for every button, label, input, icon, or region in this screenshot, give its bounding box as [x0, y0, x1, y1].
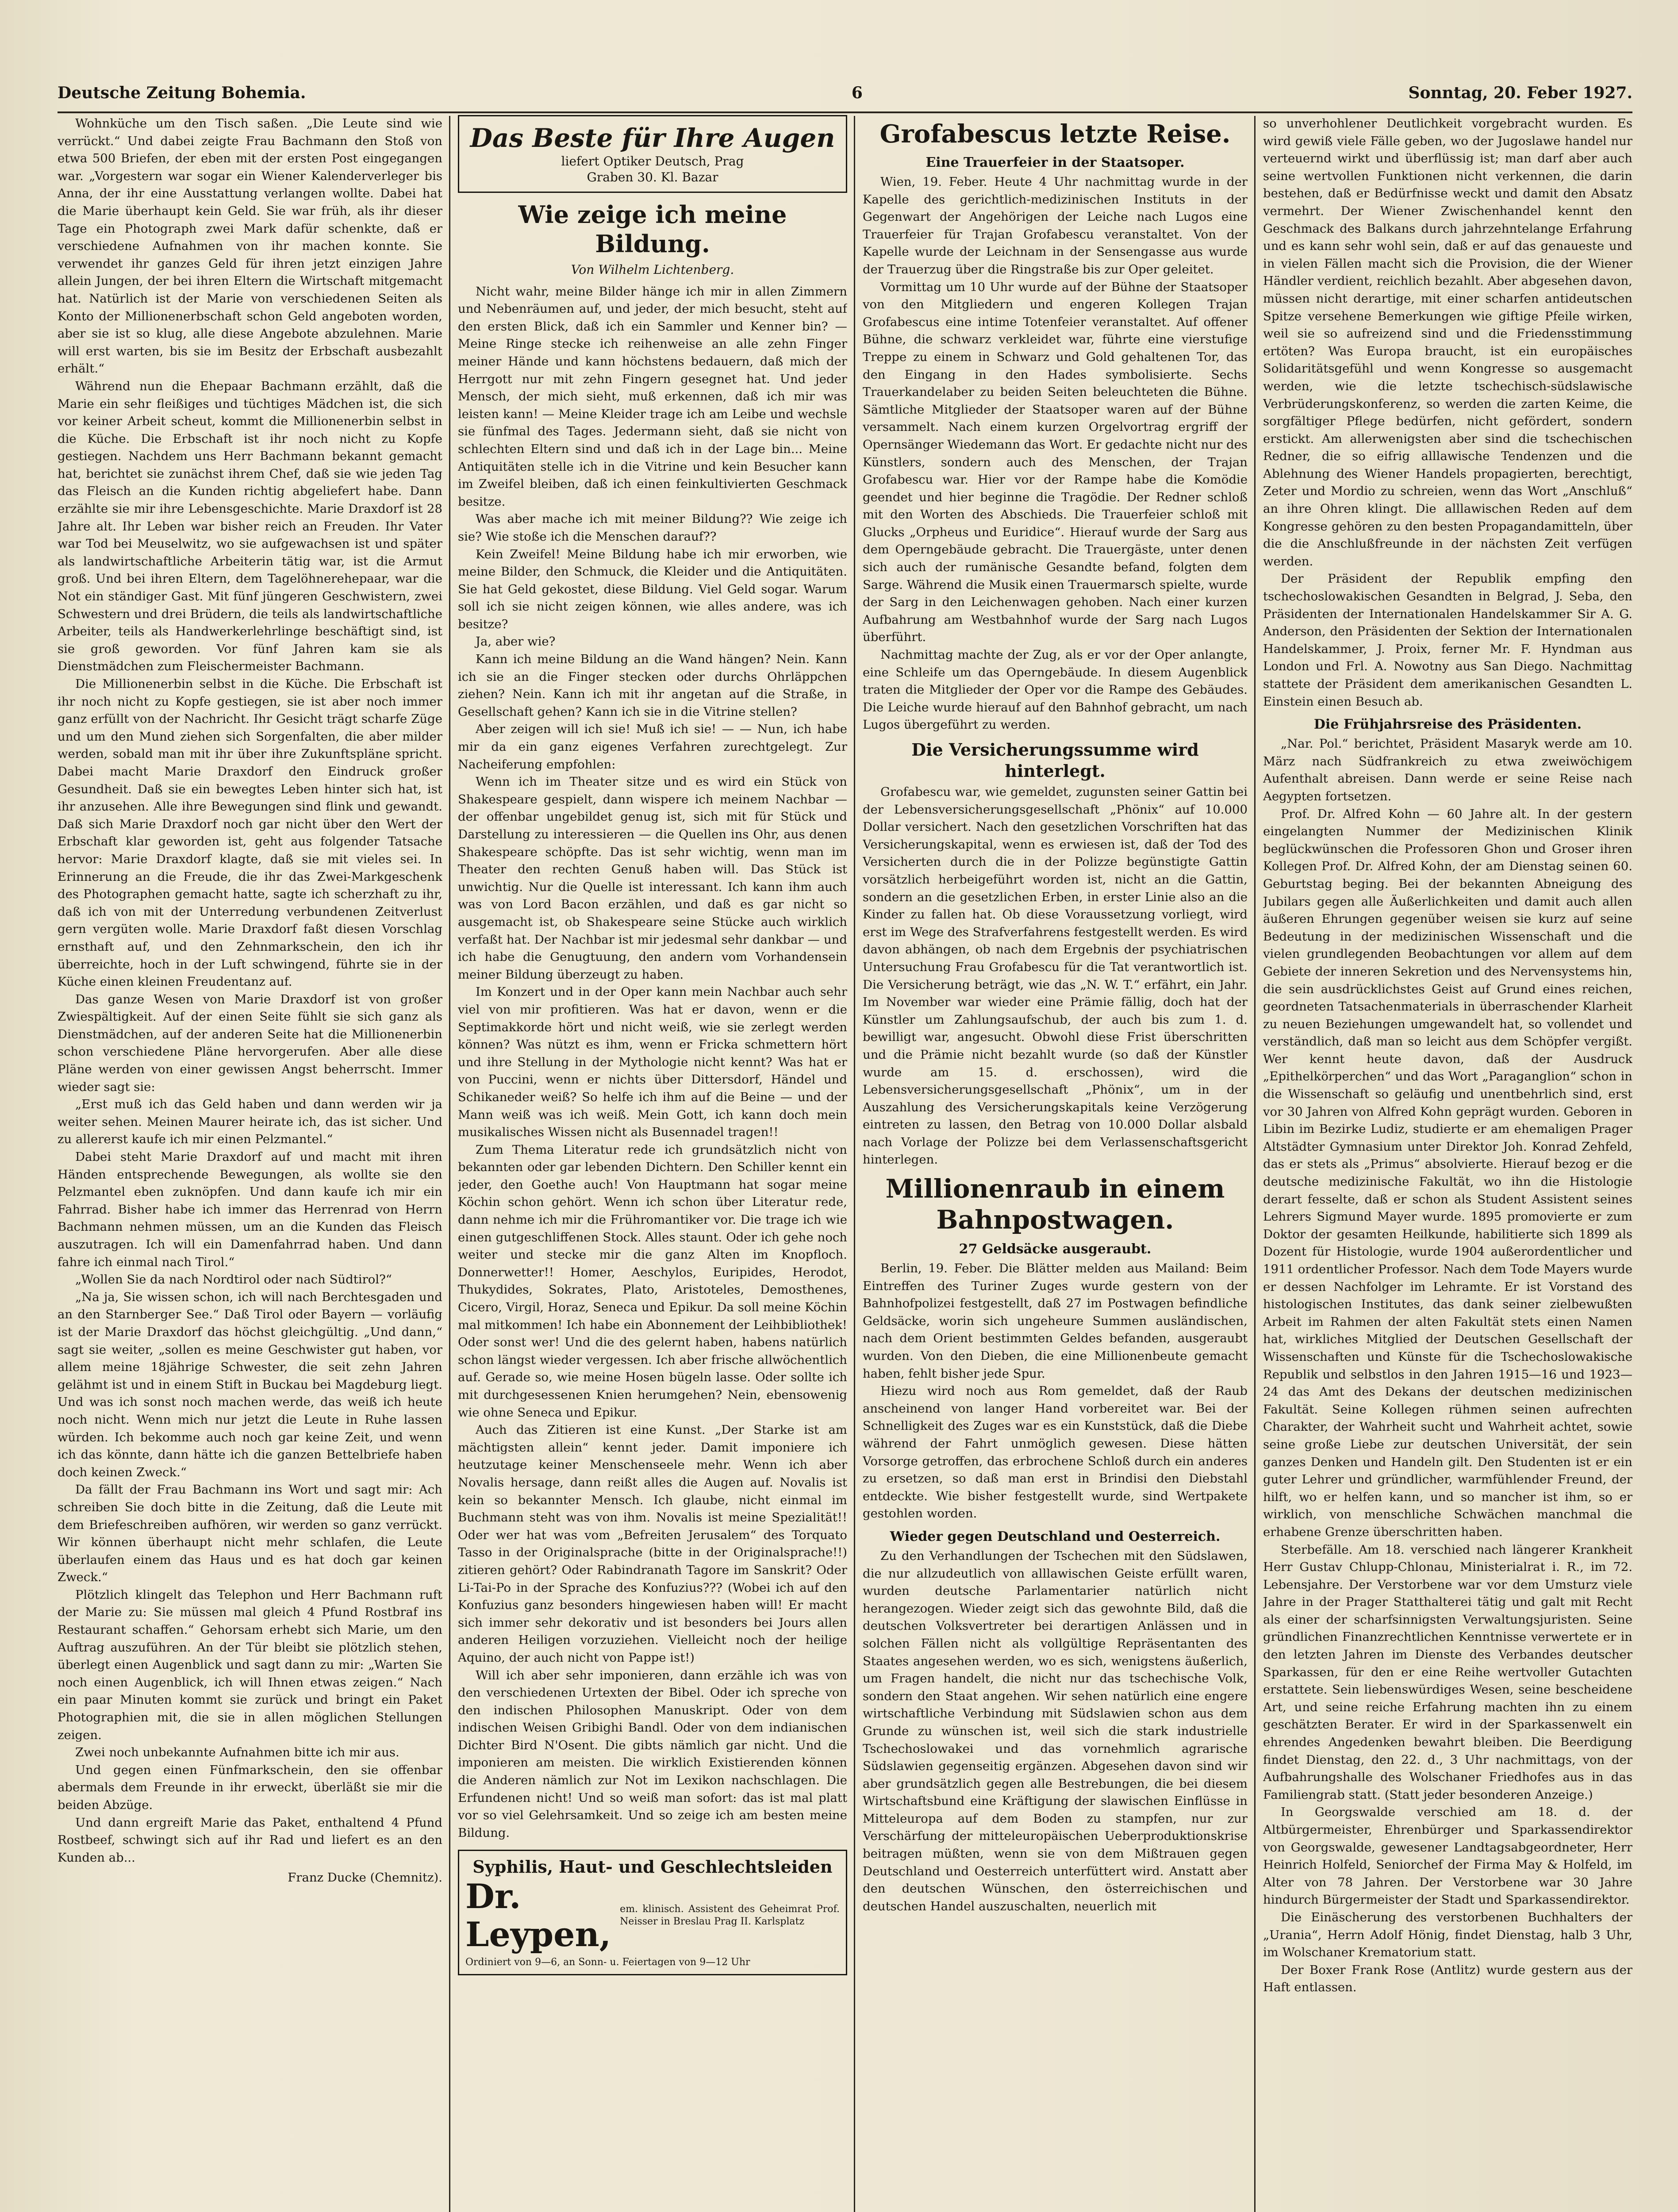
paragraph: Und gegen einen Fünfmarkschein, den sie offenbar abermals dem Freunde in ihr erweckt, überläßt sie mir die beiden Abzüge. — [58, 1763, 442, 1812]
section-heading: Die Versicherungssumme wird hinterlegt. — [911, 740, 1199, 781]
article-subtitle: Eine Trauerfeier in der Staatsoper. — [925, 155, 1185, 170]
column-3 — [863, 115, 1248, 2212]
paragraph: Aber zeigen will ich sie! Muß ich sie! — — Nun, ich habe mir da ein ganz eigenes Verfahren zurechtgelegt. Zur Nacheiferung empfohlen: — [458, 722, 847, 772]
section-heading: Die Frühjahrsreise des Präsidenten. — [1313, 717, 1582, 733]
paragraph: „Wollen Sie da nach Nordtirol oder nach Südtirol?“ — [75, 1272, 392, 1287]
section-heading: Wieder gegen Deutschland und Oesterreich. — [890, 1528, 1221, 1544]
paragraph: Berlin, 19. Feber. Die Blätter melden aus Mailand: Beim Eintreffen des Turiner Zuges wurde gestern von der Bahnhofpolizei festgestellt, daß 27 im Postwagen befindliche Geldsäcke, worin sich ungeheure Summen ausländischen, nach dem Orient bestimmten Geldes befanden, ausgeraubt wurden. Von den Dieben, die eine Millionenbeute gemacht haben, fehlt bisher jede Spur. — [863, 1261, 1248, 1381]
paragraph: Und dann ergreift Marie das Paket, enthaltend 4 Pfund Rostbeef, schwingt sich auf ihr Rad und liefert es an den Kunden ab... — [58, 1815, 442, 1865]
ad-details: em. klinisch. Assistent des Geheimrat Prof. Neisser in Breslau Prag II. Karlsplatz — [620, 1904, 840, 1928]
paragraph: Wohnküche um den Tisch saßen. „Die Leute sind wie verrückt.“ Und dabei zeigte Frau Bachmann den Stoß von etwa 500 Briefen, der eben mit der ersten Post eingegangen war. „Vorgestern war sogar ein Wiener Kalenderverleger bis Anna, der ihr eine Ausstattung verlangen wollte. Dabei hat die Marie überhaupt kein Geld. Sie war früh, als ihr dieser Tage ein Photograph zwei Mark dafür schenkte, daß er verschiedene Aufnahmen von ihr machen konnte. Sie verwendet ihr ganzes Geld für ihren jetzt einzigen Jahre allein Jungen, der bei ihren Eltern die Wirtschaft mitgemacht hat. Natürlich ist der Marie von verschiedenen Seiten als Konto der Millionenerbschaft schon Geld angeboten worden, aber sie ist so klug, alle diese Angebote abzulehnen. Marie will erst warten, bis sie im Besitz der Erbschaft ausbezahlt erhält.“ — [58, 116, 442, 376]
paragraph: Kann ich meine Bildung an die Wand hängen? Nein. Kann ich sie an die Finger stecken oder durchs Ohrläppchen ziehen? Nein. Kann ich mit ihr angetan auf die Straße, in Gesellschaft gehen? Kann ich sie in die Vitrine stellen? — [458, 652, 847, 719]
article-title: Wie zeige ich meine Bildung. — [518, 200, 787, 258]
column-divider — [449, 116, 450, 2212]
paragraph: Die Einäscherung des verstorbenen Buchhalters der „Urania“, Herrn Adolf Hönig, findet Dienstag, halb 3 Uhr, im Wolschaner Krematorium statt. — [1263, 1910, 1632, 1960]
paragraph: In Georgswalde verschied am 18. d. der Altbürgermeister, Ehrenbürger und Sparkassendirektor von Georgswalde, gewesener Landtagsabgeordneter, Herr Heinrich Holfeld, Seniorchef der Firma May & Holfeld, im Alter von 78 Jahren. Der Verstorbene war 30 Jahre hindurch Bürgermeister der Stadt und Sparkassendirektor. — [1263, 1805, 1632, 1907]
paragraph: „Nar. Pol.“ berichtet, Präsident Masaryk werde am 10. März nach Südfrankreich zu etwa zweiwöchigem Aufenthalt abreisen. Dann werde er seine Reise nach Aegypten fortsetzen. — [1263, 737, 1632, 803]
paragraph: Zu den Verhandlungen der Tschechen mit den Südslawen, die nur allzudeutlich von alllawischen Geiste erfüllt waren, wurden deutsche Parlamentarier natürlich nicht herangezogen. Wieder zeigt sich das gewohnte Bild, daß die deutschen Volksvertreter bei derartigen Anlässen und in solchen Fällen nicht als vollgültige Repräsentanten des Staates angesehen werden, wo es sich, wenigstens äußerlich, um Fragen handelt, die nicht nur das tschechische Volk, sondern den Staat angehen. Wir sehen natürlich eine engere wirtschaftliche Verbindung mit Südslawien schon aus dem Grunde zu wünschen ist, weil sich die stark industrielle Tschechoslowakei und das vornehmlich agrarische Südslawien gegenseitig ergänzen. Abgesehen davon sind wir aber grundsätzlich gegen alle Bestrebungen, die bei diesem Wirtschaftsbund eine Kräftigung der slawischen Einflüsse in Mitteleuropa auf dem Boden zu stampfen, nur zur Verschärfung der mitteleuropäischen Ueberproduktionskrise beitragen müßten, wenn sie von dem Mißtrauen gegen Deutschland und Oesterreich unterfüttert wird. Anstatt aber den deutschen Wünschen, den österreichischen und deutschen Handel auszuschalten, neuerlich mit — [863, 1548, 1248, 1913]
column-divider — [854, 116, 855, 2212]
paragraph: Der Präsident der Republik empfing den tschechoslowakischen Gesandten in Belgrad, J. Seba, den Präsidenten der Internationalen Handelskammer Sir A. G. Anderson, den Präsidenten der Sektion der Internationalen Handelskammer, J. Proix, ferner Mr. F. Hyndman aus London und Frl. A. Nowotny aus San Diego. Nachmittag stattete der Präsident dem amerikanischen Gesandten L. Einstein einen Besuch ab. — [1263, 572, 1632, 709]
paragraph: Wien, 19. Feber. Heute 4 Uhr nachmittag wurde in der Kapelle des gerichtlich-medizinischen Instituts in der Gegenwart der Angehörigen der Leiche nach Lugos eine Trauerfeier für Trajan Grofabescu veranstaltet. Von der Kapelle wurde der Leichnam in der Sensengasse aus wurde der Trauerzug über die Ringstraße bis zur Oper geleitet. — [863, 175, 1248, 276]
paragraph: „Na ja, Sie wissen schon, ich will nach Berchtesgaden und an den Starnberger See.“ Daß Tirol oder Bayern — vorläufig ist der Marie Draxdorf das höchst gleichgültig. „Und dann,“ sagt sie weiter, „sollen es meine Geschwister gut haben, vor allem meine 18jährige Schwester, die seit zehn Jahren gelähmt ist und in einem Stift in Buckau bei Magdeburg liegt. Und was ich sonst noch machen werde, das weiß ich heute noch nicht. Wenn mich nur jetzt die Leute in Ruhe lassen würden. Ich bekomme auch noch gar keine Zeit, und wenn ich das könnte, dann hätte ich die ganzen Bettelbriefe haben doch keinen Zweck.“ — [58, 1290, 442, 1479]
page-number: 6 — [851, 84, 863, 102]
paragraph: Der Boxer Frank Rose (Antlitz) wurde gestern aus der Haft entlassen. — [1263, 1962, 1632, 1995]
paragraph: Die Millionenerbin selbst in die Küche. Die Erbschaft ist ihr noch nicht zu Kopfe gestiegen, sie ist aber noch immer ganz erfüllt von der Nachricht. Ihr Gesicht trägt scharfe Züge und um den Mund ziehen sich Sorgenfalten, die aber milder werden, sobald man mit ihr über ihre Zukunftspläne spricht. Dabei macht Marie Draxdorf den Eindruck großer Gesundheit. Daß sie ein bewegtes Leben hinter sich hat, ist ihr anzusehen. Alle ihre Bewegungen sind flink und gewandt. Daß sich Marie Draxdorf noch gar nicht über den Wert der Erbschaft klar geworden ist, geht aus folgender Tatsache hervor: Marie Draxdorf klagte, daß sie mit vieles sei. In Erinnerung an die Freude, die ihr das Zwei-Markgeschenk des Photographen gemacht hatte, sagte ich scherzhaft zu ihr, daß ich von mit der Unterredung verbundenen Zeitverlust gern vergüten wolle. Marie Draxdorf faßt diesen Vorschlag ernsthaft auf, und den Zehnmarkschein, den ich ihr überreichte, hoch in der Luft schwingend, führte sie in der Küche einen kleinen Freudentanz auf. — [58, 677, 442, 989]
ad-line: Graben 30. Kl. Bazar — [587, 170, 718, 184]
page-header — [58, 75, 1632, 111]
ad-hours: Ordiniert von 9—6, an Sonn- u. Feiertagen von 9—12 Uhr — [465, 1957, 750, 1968]
paragraph: Prof. Dr. Alfred Kohn — 60 Jahre alt. In der gestern eingelangten Nummer der Medizinischen Klinik beglückwünschen die Professoren Ghon und Groser ihren Kollegen Prof. Dr. Alfred Kohn, der am Dienstag seinen 60. Geburtstag beging. Bei der bekannten Abneigung des Jubilars gegen alle Äußerlichkeiten und damit auch allen äußeren Ehrungen gegenüber weisen sie kurz auf seine Bedeutung in der medizinischen Wissenschaft und die vielen grundlegenden Beobachtungen vor allem auf dem Gebiete der inneren Sekretion und des Nervensystems hin, die sein ausdrücklichstes Geist auf Grund eines reichen, geordneten Tatsachenmaterials in überraschender Klarheit zu neuen Beziehungen umgewandelt hat, so vollendet und verständlich, daß man so leicht aus dem Schöpfer vergißt. Wer kennt heute davon, daß der Ausdruck „Epithelkörperchen“ und das Wort „Paraganglion“ schon in die Wissenschaft so geläufig und unentbehrlich sind, erst vor 30 Jahren von Alfred Kohn geprägt wurden. Geboren in Libin im Bezirke Ludiz, studierte er am ehemaligen Prager Altstädter Gymnasium unter Direktor Joh. Konrad Zehfeld, das er stets als „Primus“ absolvierte. Hierauf bezog er die deutsche medizinische Fakultät, wo ihn die Histologie derart fesselte, daß er schon als Student Assistent seines Lehrers Sigmund Mayer wurde. 1895 promovierte er zum Doktor der gesamten Heilkunde, habilitierte sich 1899 als Dozent für Histologie, wurde 1904 außerordentlicher und 1911 ordentlicher Professor. Nach dem Tode Mayers wurde er dessen Nachfolger im Lehramte. Er ist Vorstand des histologischen Institutes, das dank seiner zielbewußten Arbeit im Rahmen der alten Fakultät stets einen Namen hat, wirkliches Mitglied der Deutschen Gesellschaft der Wissenschaften und Künste für die Tschechoslowakische Republik und selbstlos in den Jahren 1915—16 und 1923—24 das Amt des Dekans der deutschen medizinischen Fakultät. Seine Kollegen rühmen seinen aufrechten Charakter, der Wahrheit sucht und Wahrheit achtet, sowie seine große Liebe zur deutschen Universität, der sein ganzes Denken und Handeln gilt. Den Studenten ist er ein guter Lehrer und gründlicher, warmfühlender Freund, der hilft, wo er helfen kann, und so mancher ist ihm, so er wirklich, von menschliche Schwächen manchmal die erhabene Grenze überschritten haben. — [1263, 806, 1632, 1539]
paragraph: Sterbefälle. Am 18. verschied nach längerer Krankheit Herr Gustav Chlupp-Chlonau, Ministerialrat i. R., im 72. Lebensjahre. Der Verstorbene war vor dem Umsturz viele Jahre in der Prager Statthalterei tätig und galt mit Recht als einer der scharfsinnigsten Verwaltungsjuristen. Seine gründlichen Finanzrechtlichen Kenntnisse verwertete er in den letzten Jahren im Dienste des Verbandes deutscher Sparkassen, für den er eine Reihe wertvoller Gutachten erstattete. Sein liebenswürdiges Wesen, seine bescheidene Art, und seine reiche Erfahrung machten ihn zu einem geschätzten Berater. Er wird in der Sparkassenwelt ein ehrendes Angedenken bewahrt bleiben. Die Beerdigung findet Dienstag, den 22. d., 3 Uhr nachmittags, von der Aufbahrungshalle des Wolschaner Friedhofes aus in das Familiengrab statt. (Statt jeder besonderen Anzeige.) — [1263, 1542, 1632, 1802]
paragraph: Ja, aber wie? — [476, 634, 556, 649]
paragraph: Wenn ich im Theater sitze und es wird ein Stück von Shakespeare gespielt, dann wispere ich meinem Nachbar — der offenbar ungebildet genug ist, sich mit für Stück und Darstellung zu interessieren — die Quellen ins Ohr, aus denen Shakespeare schöpfte. Das ist sehr wichtig, wenn man im Theater den rechten Genuß haben will. Das Stück ist unwichtig. Nur die Quelle ist interessant. Ich kann ihm auch was von Lord Bacon erzählen, und daß es gar nicht so ausgemacht ist, ob Shakespeare seine Stücke auch wirklich verfaßt hat. Der Nachbar ist mir jedesmal sehr dankbar — und ich habe die Genugtuung, den andern vom Vorhandensein meiner Bildung überzeugt zu haben. — [458, 775, 847, 982]
paragraph: Dabei steht Marie Draxdorf auf und macht mit ihren Händen entsprechende Bewegungen, als wollte sie den Pelzmantel eben zuknöpfen. Und dann kaufe ich mir ein Fahrrad. Bisher habe ich immer das Herrenrad von Herrn Bachmann nehmen müssen, um an die Kunden das Fleisch auszutragen. Ich will ein Damenfahrrad haben. Und dann fahre ich einmal nach Tirol.“ — [58, 1150, 442, 1269]
paragraph: Will ich aber sehr imponieren, dann erzähle ich was von den verschiedenen Urtexten der Bibel. Oder ich spreche von den indischen Philosophen Manuskript. Oder von dem indischen Weisen Gribighi Bandl. Oder von dem indianischen Dichter Bird N'Osent. Die gibts nämlich gar nicht. Und die imponieren am meisten. Die wirklich Existierenden können die Anderen nämlich zur Not im Lexikon nachschlagen. Die Erfundenen nicht! Und so weiß man sofort: das ist mal platt vor so viel Gelehrsamkeit. Und so zeige ich am besten meine Bildung. — [458, 1668, 847, 1840]
masthead-date: Sonntag, 20. Feber 1927. — [1408, 84, 1632, 102]
paragraph: Da fällt der Frau Bachmann ins Wort und sagt mir: Ach schreiben Sie doch bitte in die Zeitung, daß die Leute mit dem Briefeschreiben aufhören, wir werden so ganz verrückt. Wir können überhaupt nicht mehr schlafen, die Leute überlaufen einem das Haus und es hat doch gar keinen Zweck.“ — [58, 1482, 442, 1585]
article-title: Millionenraub in einem Bahnpostwagen. — [885, 1174, 1225, 1235]
paragraph: Kein Zweifel! Meine Bildung habe ich mir erworben, wie meine Bilder, den Schmuck, die Kleider und die Antiquitäten. Sie hat Geld gekostet, diese Bildung. Viel Geld sogar. Warum soll ich sie nicht zeigen können, wie alles andere, was ich besitze? — [458, 547, 847, 631]
paragraph: Während nun die Ehepaar Bachmann erzählt, daß die Marie ein sehr fleißiges und tüchtiges Mädchen ist, die sich vor keiner Arbeit scheut, kommt die Millionenerbin selbst in die Küche. Die Erbschaft ist ihr noch nicht zu Kopfe gestiegen. Nachdem uns Herr Bachmann bekannt gemacht hat, berichtet sie zunächst ihrem Chef, daß sie wie jeden Tag das Fleisch an die Kunden richtig abgeliefert habe. Dann erzählte sie mir ihre Lebensgeschichte. Marie Draxdorf ist 28 Jahre alt. Ihr Leben war bisher reich an Freuden. Ihr Vater war Tod bei Meuselwitz, wo sie aufgewachsen ist und später als landwirtschaftliche Arbeiterin tätig war, ist die Armut groß. Und bei ihren Eltern, dem Tagelöhnerehepaar, war die Not ein ständiger Gast. Mit fünf jüngeren Geschwistern, zwei Schwestern und drei Brüdern, die teils als landwirtschaftliche Arbeiter, teils als Handwerkerlehrlinge beschäftigt sind, ist sie groß geworden. Vor fünf Jahren kam sie als Dienstmädchen zum Fleischermeister Bachmann. — [58, 379, 442, 674]
ad-title: Das Beste für Ihre Augen — [470, 123, 835, 153]
paragraph: Hiezu wird noch aus Rom gemeldet, daß der Raub anscheinend von langer Hand vorbereitet war. Bei der Schnelligkeit des Zuges war es ein Kunststück, daß die Diebe während der Fahrt unmöglich gewesen. Diese hätten Vorsorge getroffen, das erbrochene Schloß durch ein anderes zu ersetzen, so daß man erst in Brindisi den Diebstahl entdeckte. Wie bisher festgestellt wurde, sind Wertpakete gestohlen worden. — [863, 1384, 1248, 1521]
paragraph: Was aber mache ich mit meiner Bildung?? Wie zeige ich sie? Wie stoße ich die Menschen darauf?? — [458, 512, 847, 544]
ad-title: Syphilis, Haut- und Geschlechtsleiden — [472, 1857, 833, 1877]
paragraph: Nachmittag machte der Zug, als er vor der Oper anlangte, eine Schleife um das Operngebäude. In diesem Augenblick traten die Mitglieder der Oper vor die Rampe des Gebäudes. Die Leiche wurde hierauf auf den Bahnhof gebracht, um nach Lugos übergeführt zu werden. — [863, 648, 1248, 732]
paragraph: Zum Thema Literatur rede ich grundsätzlich nicht von bekannten oder gar lebenden Dichtern. Den Schiller kennt ein jeder, den Goethe auch! Von Hauptmann hat sogar meine Köchin schon gehört. Wenn ich schon über Literatur rede, dann nehme ich mir die Frühromantiker vor. Die trage ich wie einen gutgeschliffenen Stock. Alles staunt. Oder ich gehe noch weiter und stecke mir die ganz Alten im Knopfloch. Donnerwetter!! Homer, Aeschylos, Euripides, Herodot, Thukydides, Sokrates, Plato, Aristoteles, Demosthenes, Cicero, Virgil, Horaz, Seneca und Epikur. Da soll meine Köchin mal mitkommen! Ich habe ein Abonnement der Leihbibliothek! Oder sonst wer! Und die des gelernt haben, habens natürlich schon längst wieder vergessen. Ich aber frische allwöchentlich auf. Gerade so, wie meine Hosen bügeln lasse. Oder sollte ich mit durchgesessenen Knien herumgehen? Nein, ebensowenig wie ohne Seneca und Epikur. — [458, 1142, 847, 1420]
header-rule — [58, 111, 1632, 113]
column-4 — [1263, 115, 1632, 2212]
paragraph: Plötzlich klingelt das Telephon und Herr Bachmann ruft der Marie zu: Sie müssen mal gleich 4 Pfund Rostbraf ins Restaurant schaffen.“ Gehorsam erhebt sich Marie, um den Auftrag auszuführen. An der Tür bleibt sie plötzlich stehen, überlegt einen Augenblick und sagt dann zu mir: „Warten Sie noch einen Augenblick, ich will Ihnen etwas zeigen.“ Nach ein paar Minuten kommt sie zurück und bringt ein Paket Photographien mit, die sie in allen möglichen Stellungen zeigen. — [58, 1587, 442, 1742]
ad-line: liefert Optiker Deutsch, Prag — [561, 154, 744, 169]
column-2 — [458, 115, 847, 2212]
article-subtitle: 27 Geldsäcke ausgeraubt. — [959, 1241, 1152, 1257]
article-author: Von Wilhelm Lichtenberg. — [571, 262, 734, 277]
article-title: Grofabescus letzte Reise. — [879, 119, 1231, 149]
paragraph: Auch das Zitieren ist eine Kunst. „Der Starke ist am mächtigsten allein“ kennt jeder. Damit imponiere ich heutzutage keiner Menschenseele mehr. Wenn ich aber Novalis hersage, dann reißt alles die Augen auf. Novalis ist kein so bekannter Mensch. Ich glaube, nicht einmal im Buchmann steht was von ihm. Novalis ist meine Spezialität!! Oder wer hat was vom „Befreiten Jerusalem“ des Torquato Tasso in der Originalsprache (bitte in der Originalsprache!!) zitieren gehört? Oder Rabindranath Tagore im Sanskrit? Oder Li-Tai-Po in der Sprache des Konfuzius??? (Wobei ich auf den Konfuzius ganz besonders hingewiesen haben will! Er macht sich immer sehr dekorativ und ist besonders bei Jours allen anderen Heiligen vorzuziehen. Vielleicht noch der heilige Aquino, der auch nicht von Pappe ist!) — [458, 1423, 847, 1665]
paragraph: Vormittag um 10 Uhr wurde auf der Bühne der Staatsoper von den Mitgliedern und engeren Kollegen Trajan Grofabescus eine intime Totenfeier veranstaltet. Auf offener Bühne, die schwarz verkleidet war, führte eine vierstufige Treppe zu einem in Schwarz und Gold gehaltenen Tor, das den Eingang in den Hades symbolisierte. Sechs Trauerkandelaber zu beiden Seiten beleuchteten die Bühne. Sämtliche Mitglieder der Staatsoper waren auf der Bühne versammelt. Nach einem kurzen Orgelvortrag ergriff der Opernsänger Wiedemann das Wort. Er gedachte nicht nur des Künstlers, sondern auch des Menschen, der Trajan Grofabescu war. Hier vor der Rampe habe die Komödie geendet und hier beginne die Tragödie. Der Redner schloß mit den Worten des Abschieds. Die Trauerfeier schloß mit Glucks „Orpheus und Euridice“. Hierauf wurde der Sarg aus dem Operngebäude gebracht. Die Trauergäste, unter denen sich auch der rumänische Gesandte befand, folgten dem Sarge. Während die Musik einen Trauermarsch spielte, wurde der Sarg in den Leichenwagen gehoben. Nach einer kurzen Aufbahrung am Westbahnhof wurde der Sarg nach Lugos überführt. — [863, 280, 1248, 645]
doctor-ad — [458, 1850, 847, 1975]
optician-ad — [458, 115, 847, 193]
paragraph: Grofabescu war, wie gemeldet, zugunsten seiner Gattin bei der Lebensversicherungsgesellschaft „Phönix“ auf 10.000 Dollar versichert. Nach den gesetzlichen Vorschriften hat das Versicherungskapital, wenn es erwiesen ist, daß der Tod des Versicherten durch die in der Polizze begünstigte Gattin vorsätzlich herbeigeführt worden ist, nicht an die Gattin, sondern an die gesetzlichen Erben, in erster Linie also an die Kinder zu fallen hat. Ob diese Voraussetzung vorliegt, wird erst im Wege des Strafverfahrens festgestellt werden. Es wird davon abhängen, ob nach dem Ergebnis der psychiatrischen Untersuchung Frau Grofabescu für die Tat verantwortlich ist. Die Versicherung beträgt, wie das „N. W. T.“ erfährt, ein Jahr. Im November war wieder eine Prämie fällig, doch hat der Künstler um Zahlungsaufschub, der auch bis zum 1. d. bewilligt war, angesucht. Obwohl diese Frist überschritten und die Prämie nicht bezahlt wurde (so daß der Künstler wurde am 15. d. erschossen), wird die Lebensversicherungsgesellschaft „Phönix“, um in der Auszahlung des Versicherungskapitals keine Verzögerung eintreten zu lassen, den Betrag von 10.000 Dollar alsbald nach Vorlage der Polizze bei dem Verlassenschaftsgericht hinterlegen. — [863, 785, 1248, 1167]
paragraph: Zwei noch unbekannte Aufnahmen bitte ich mir aus. — [75, 1745, 399, 1760]
paragraph: Das ganze Wesen von Marie Draxdorf ist von großer Zwiespältigkeit. Auf der einen Seite fühlt sie sich ganz als Dienstmädchen, auf der anderen Seite hat die Millionenerbin schon verschiedene Pläne hervorgerufen. Aber alle diese Pläne werden von einer gewissen Angst beherrscht. Immer wieder sagt sie: — [58, 992, 442, 1094]
paragraph: Nicht wahr, meine Bilder hänge ich mir in allen Zimmern und Nebenräumen auf, und jeder, der mich besucht, steht auf den ersten Blick, daß ich ein Sammler und Kenner bin? — Meine Ringe stecke ich reihenweise an alle zehn Finger meiner Hände und kann höchstens bedauern, daß mich der Herrgott nur mit zehn Fingern gesegnet hat. Und jeder Mensch, der mich sieht, muß erkennen, daß ich mir was leisten kann! — Meine Kleider trage ich am Leibe und wechsle sie fünfmal des Tages. Jedermann sieht, daß sie nicht von schlechten Eltern sind und daß ich in der Lage bin... Meine Antiquitäten stelle ich in die Vitrine und kein Besucher kann im Zweifel bleiben, daß ich einen feinkultivierten Geschmack besitze. — [458, 284, 847, 509]
column-divider — [1254, 116, 1256, 2212]
article-signature: Franz Ducke (Chemnitz). — [288, 1870, 442, 1885]
paragraph: Im Konzert und in der Oper kann mein Nachbar auch sehr viel von mir profitieren. Was hat er davon, wenn er die Septimakkorde hört und nicht weiß, wie sie zerlegt werden können? Was nützt es ihm, wenn er Fricka schmettern hört und ihre Stellung in der Mythologie nicht kennt? Was hat er von Puccini, wenn er nichts über Dittersdorf, Händel und Schikaneder weiß? So helfe ich ihm auf die Beine — und der Mann weiß was ich weiß. Mein Gott, ich kann doch mein musikalisches Wissen nicht als Busennadel tragen!! — [458, 985, 847, 1140]
masthead-left: Deutsche Zeitung Bohemia. — [58, 84, 306, 102]
paragraph: „Erst muß ich das Geld haben und dann werden wir ja weiter sehen. Meinen Maurer heirate ich, das ist sicher. Und zu allererst kaufe ich mir einen Pelzmantel.“ — [58, 1097, 442, 1147]
column-1 — [58, 115, 442, 2212]
ad-doctor-name: Dr. Leypen, — [465, 1877, 611, 1955]
paragraph: so unverhohlener Deutlichkeit vorgebracht wurden. Es wird gewiß viele Fälle geben, wo der Jugoslawe handel nur verteuernd wirkt und überflüssig ist; man darf aber auch seine wertvollen Funktionen nicht verkennen, die darin bestehen, daß er Bedürfnisse weckt und damit den Absatz vermehrt. Der Wiener Zwischenhandel kennt den Geschmack des Balkans durch jahrzehntelange Erfahrung und es kann sehr wohl sein, daß er auf das genaueste und in vielen Fällen macht sich die Provision, die der Wiener Händler verdient, reichlich bezahlt. Aber abgesehen davon, müssen nicht derartige, mit einer scharfen antideutschen Spitze versehene Bemerkungen wie giftige Pfeile wirken, weil sie so aufreizend sind und die Friedensstimmung ertöten? Was Europa braucht, ist ein europäisches Solidaritätsgefühl und wenn Kongresse so ausgemacht werden, wie die letzte tschechisch-südslawische Verbrüderungskonferenz, so werden die zarten Keime, die sorgfältiger Pflege bedürfen, nicht gefördert, sondern erstickt. Am allerwenigsten aber sind die tschechischen Redner, die so eifrig alllawische Tendenzen und die Ablehnung des Wiener Handels propagierten, berechtigt, Zeter und Mordio zu schreien, wenn das Wort „Anschluß“ an ihre Ohren klingt. Die alllawischen Reden auf dem Kongresse gehören zu den besten Propagandamitteln, über die die Anschlußfreunde in der nächsten Zeit verfügen werden. — [1263, 116, 1632, 568]
